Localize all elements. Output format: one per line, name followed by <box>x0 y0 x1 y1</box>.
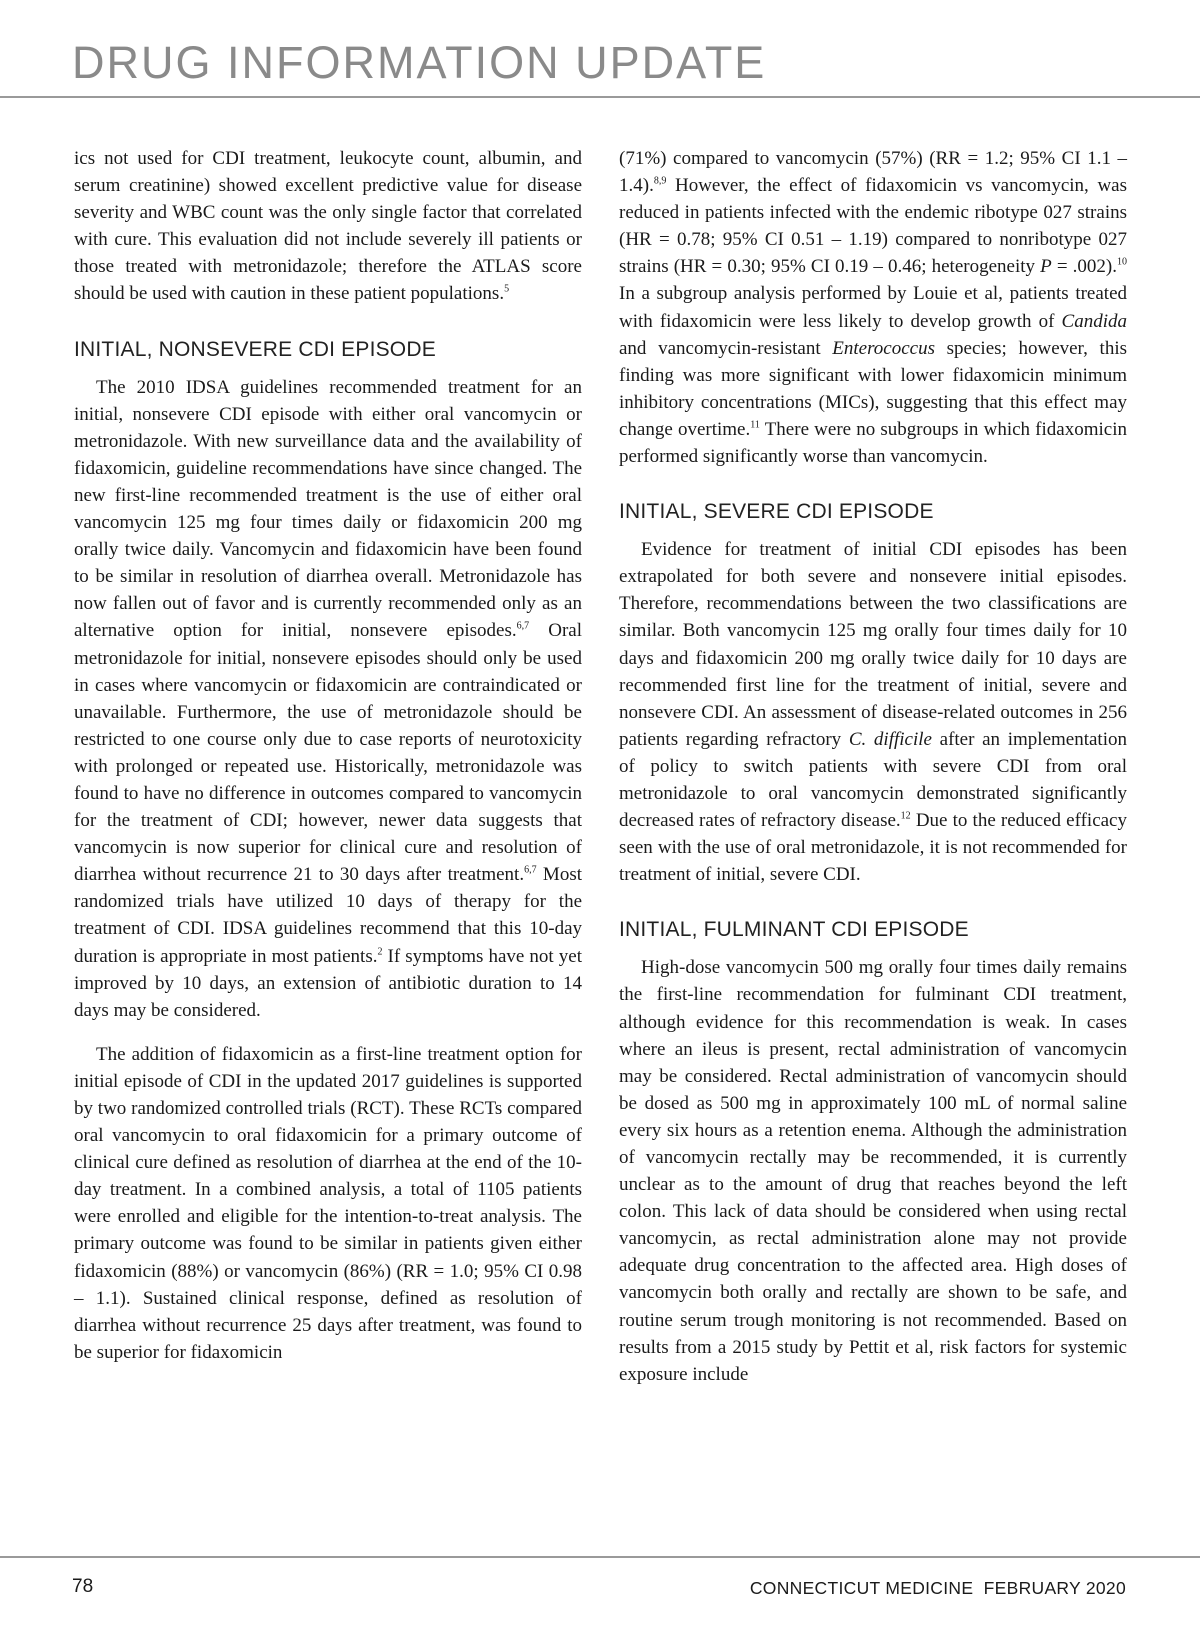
page-number: 78 <box>72 1576 94 1597</box>
right-column <box>619 145 1127 1388</box>
text: In a subgroup analysis performed by Louie et al, patients treated with fidaxomicin were less likely to develop growth of <box>619 283 1127 332</box>
paragraph-fidaxomicin-rct: The addition of fidaxomicin as a first-line treatment option for initial episode of CDI in the updated 2017 guidelines is supported by two randomized controlled trials (RCT). These RCTs compared oral vancomycin to oral fidaxomicin for a primary outcome of clinical cure defined as resolution of diarrhea at the end of the 10-day treatment. In a combined analysis, a total of 1105 patients were enrolled and eligible for the intention-to-treat analysis. The primary outcome was found to be similar in patients given either fidaxomicin (88%) or vancomycin (86%) (RR = 1.0; 95% CI 0.98 – 1.1). Sustained clinical response, defined as resolution of diarrhea without recurrence 25 days after treatment, was found to be superior for fidaxomicin <box>74 1043 582 1363</box>
footer-divider <box>0 1556 1200 1558</box>
citation: 8,9 <box>653 175 667 187</box>
paragraph-nonsevere-guidelines <box>74 374 582 1024</box>
italic-text: C. difficile <box>848 728 932 750</box>
left-column <box>74 145 582 1366</box>
text: There were no subgroups in which fidaxomicin performed significantly worse than vancomycin. <box>619 418 1127 468</box>
text: Due to the reduced efficacy seen with the use of oral metronidazole, it is not recommended for treatment of initial, severe CDI. <box>619 810 1127 886</box>
citation: 2 <box>377 946 383 958</box>
text: = .002). <box>1051 256 1118 278</box>
header-divider <box>0 96 1200 98</box>
paragraph-fidaxomicin-results <box>619 145 1127 470</box>
heading-nonsevere: INITIAL, NONSEVERE CDI EPISODE <box>74 337 436 361</box>
italic-text: Candida <box>1061 310 1127 332</box>
text: and vancomycin-resistant <box>619 337 833 359</box>
text: ics not used for CDI treatment, leukocyte count, albumin, and serum creatinine) showed excellent predictive value for disease severity and WBC count was the only single factor that correlated with cure. This evaluation did not include severely ill patients or those treated with metronidazole; therefore the ATLAS score should be used with caution in these patient populations. <box>74 148 582 305</box>
text: The 2010 IDSA guidelines recommended treatment for an initial, nonsevere CDI episode with either oral vancomycin or metronidazole. With new surveillance data and the availability of fidaxomicin, guideline recommendations have since changed. The new first-line recommended treatment is the use of either oral vancomycin 125 mg four times daily or fidaxomicin 200 mg orally twice daily. Vancomycin and fidaxomicin have been found to be similar in resolution of diarrhea overall. Metronidazole has now fallen out of favor and is currently recommended only as an alternative option for initial, nonsevere episodes. <box>74 376 582 642</box>
italic-text: Enterococcus <box>832 337 935 359</box>
paragraph-severe-treatment <box>619 536 1127 888</box>
journal-footer: CONNECTICUT MEDICINE FEBRUARY 2020 <box>749 1578 1126 1598</box>
citation: 10 <box>1117 257 1128 269</box>
text: Oral metronidazole for initial, nonsevere episodes should only be used in cases where vancomycin or fidaxomicin are contraindicated or unavailable. Furthermore, the use of metronidazole should be restricted to one course only due to case reports of neurotoxicity with prolonged or repeated use. Historically, metronidazole was found to have no difference in outcomes compared to vancomycin for the treatment of CDI; however, newer data suggests that vancomycin is now superior for clinical cure and resolution of diarrhea without recurrence 21 to 30 days after treatment. <box>74 620 582 886</box>
text: Evidence for treatment of initial CDI episodes has been extrapolated for both severe and nonsevere initial episodes. Therefore, recommendations between the two classifications are similar. Both vancomycin 125 mg orally four times daily for 10 days and fidaxomicin 200 mg orally twice daily for 10 days are recommended first line for the treatment of initial, severe and nonsevere CDI. An assessment of disease-related outcomes in 256 patients regarding refractory <box>619 539 1127 750</box>
text: However, the effect of fidaxomicin vs vancomycin, was reduced in patients infected with the endemic ribotype 027 strains (HR = 0.78; 95% CI 0.51 – 1.19) compared to nonribotype 027 strains (HR = 0.30; 95% CI 0.19 – 0.46; heterogeneity <box>619 175 1127 278</box>
paragraph-fulminant-treatment: High-dose vancomycin 500 mg orally four times daily remains the first-line recommendation for fulminant CDI treatment, although evidence for this recommendation is weak. In cases where an ileus is present, rectal administration of vancomycin may be considered. Rectal administration of vancomycin should be dosed as 500 mg in approximately 100 mL of normal saline every six hours as a retention enema. Although the administration of vancomycin rectally may be recommended, it is currently unclear as to the amount of drug that reaches beyond the left colon. This lack of data should be considered when using rectal vancomycin, as rectal administration alone may not provide adequate drug concentration to the affected area. High doses of vancomycin both orally and rectally are shown to be safe, and routine serum trough monitoring is not recommended. Based on results from a 2015 study by Pettit et al, risk factors for systemic exposure include <box>619 957 1127 1385</box>
text: after an implementation of policy to switch patients with severe CDI from oral metronidazole to oral vancomycin demonstrated significantly decreased rates of refractory disease. <box>619 728 1127 832</box>
citation: 6,7 <box>516 621 530 633</box>
text: species; however, this finding was more significant with lower fidaxomicin minimum inhibitory concentrations (MICs), suggesting that this effect may change overtime. <box>619 337 1127 440</box>
heading-fulminant: INITIAL, FULMINANT CDI EPISODE <box>619 918 969 942</box>
citation: 12 <box>900 810 911 822</box>
citation: 5 <box>504 284 510 296</box>
italic-text: P <box>1040 256 1052 278</box>
citation: 11 <box>750 419 760 431</box>
text: Most randomized trials have utilized 10 days of therapy for the treatment of CDI. IDSA guidelines recommend that this 10-day duration is appropriate in most patients. <box>74 864 582 967</box>
heading-severe: INITIAL, SEVERE CDI EPISODE <box>619 500 934 524</box>
paragraph-atlas-conclusion <box>74 145 582 308</box>
text: If symptoms have not yet improved by 10 days, an extension of antibiotic duration to 14 days may be considered. <box>74 945 582 1021</box>
citation: 6,7 <box>524 864 537 876</box>
text: (71%) compared to vancomycin (57%) (RR = 1.2; 95% CI 1.1 – 1.4). <box>619 148 1127 197</box>
section-title: DRUG INFORMATION UPDATE <box>72 37 767 88</box>
